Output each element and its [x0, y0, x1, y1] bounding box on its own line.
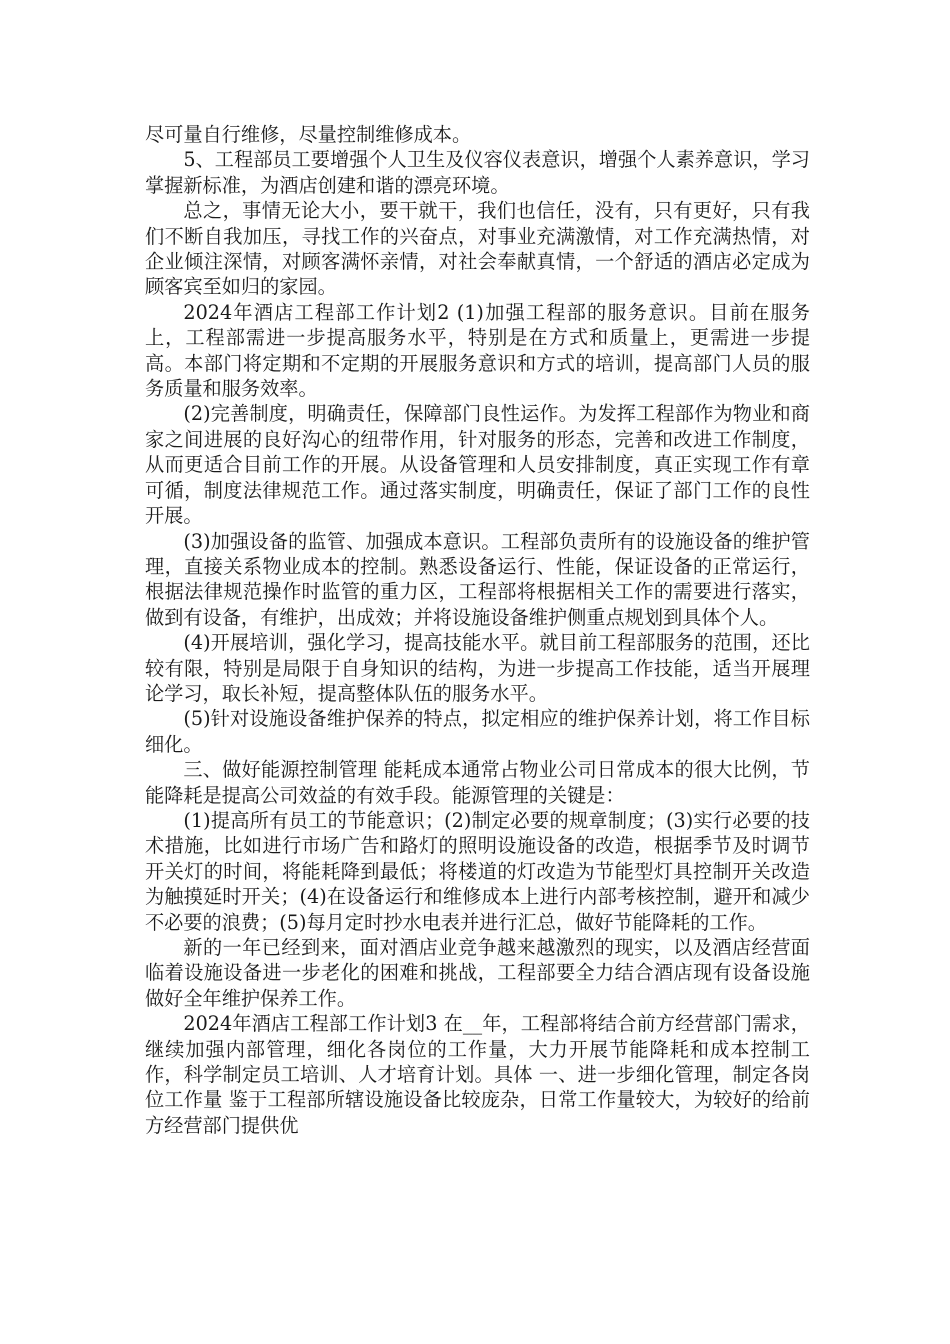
paragraph-12: 2024年酒店工程部工作计划3 在__年，工程部将结合前方经营部门需求，继续加强内部管理，细化各岗位的工作量，大力开展节能降耗和成本控制工作，科学制定员工培训、人才培育计划。具体 一、进一步细化管理，制定各岗位工作量 鉴于工程部所辖设施设备比较庞杂，日常工作量较大，为较好的给前方经营部门提供优: [145, 1012, 810, 1137]
paragraph-10: (1)提高所有员工的节能意识；(2)制定必要的规章制度；(3)实行必要的技术措施，比如进行市场广告和路灯的照明设施设备的改造，根据季节及时调节开关灯的时间，将能耗降到最低；将楼道的灯改造为节能型灯具控制开关改造为触摸延时开关；(4)在设备运行和维修成本上进行内部考核控制，避开和减少不必要的浪费；(5)每月定时抄水电表并进行汇总，做好节能降耗的工作。: [145, 808, 810, 934]
paragraph-2: 5、工程部员工要增强个人卫生及仪容仪表意识，增强个人素养意识，学习掌握新标准，为酒店创建和谐的漂亮环境。: [145, 148, 810, 197]
document-body: [145, 122, 810, 1138]
paragraph-5: (2)完善制度，明确责任，保障部门良性运作。为发挥工程部作为物业和商家之间进展的良好沟心的纽带作用，针对服务的形态，完善和改进工作制度，从而更适合目前工作的开展。从设备管理和人员安排制度，真正实现工作有章可循，制度法律规范工作。通过落实制度，明确责任，保证了部门工作的良性开展。: [145, 402, 810, 528]
paragraph-9: 三、做好能源控制管理 能耗成本通常占物业公司日常成本的很大比例，节能降耗是提高公司效益的有效手段。能源管理的关键是：: [145, 758, 810, 807]
paragraph-1: 尽可量自行维修，尽量控制维修成本。: [145, 123, 472, 146]
paragraph-8: (5)针对设施设备维护保养的特点，拟定相应的维护保养计划，将工作目标细化。: [145, 707, 810, 756]
paragraph-6: (3)加强设备的监管、加强成本意识。工程部负责所有的设施设备的维护管理，直接关系物业成本的控制。熟悉设备运行、性能，保证设备的正常运行，根据法律规范操作时监管的重力区，工程部将根据相关工作的需要进行落实，做到有设备，有维护，出成效；并将设施设备维护侧重点规划到具体个人。: [145, 529, 810, 629]
paragraph-7: (4)开展培训，强化学习，提高技能水平。就目前工程部服务的范围，还比较有限，特别是局限于自身知识的结构，为进一步提高工作技能，适当开展理论学习，取长补短，提高整体队伍的服务水平。: [145, 631, 810, 705]
paragraph-3: 总之，事情无论大小，要干就干，我们也信任，没有，只有更好，只有我们不断自我加压，寻找工作的兴奋点，对事业充满激情，对工作充满热情，对企业倾注深情，对顾客满怀亲情，对社会奉献真情，一个舒适的酒店必定成为顾客宾至如归的家园。: [145, 199, 810, 299]
paragraph-11: 新的一年已经到来，面对酒店业竞争越来越激烈的现实，以及酒店经营面临着设施设备进一步老化的困难和挑战，工程部要全力结合酒店现有设备设施做好全年维护保养工作。: [145, 936, 810, 1010]
paragraph-4: 2024年酒店工程部工作计划2 (1)加强工程部的服务意识。目前在服务上，工程部需进一步提高服务水平，特别是在方式和质量上，更需进一步提高。本部门将定期和不定期的开展服务意识和方式的培训，提高部门人员的服务质量和服务效率。: [145, 300, 810, 401]
